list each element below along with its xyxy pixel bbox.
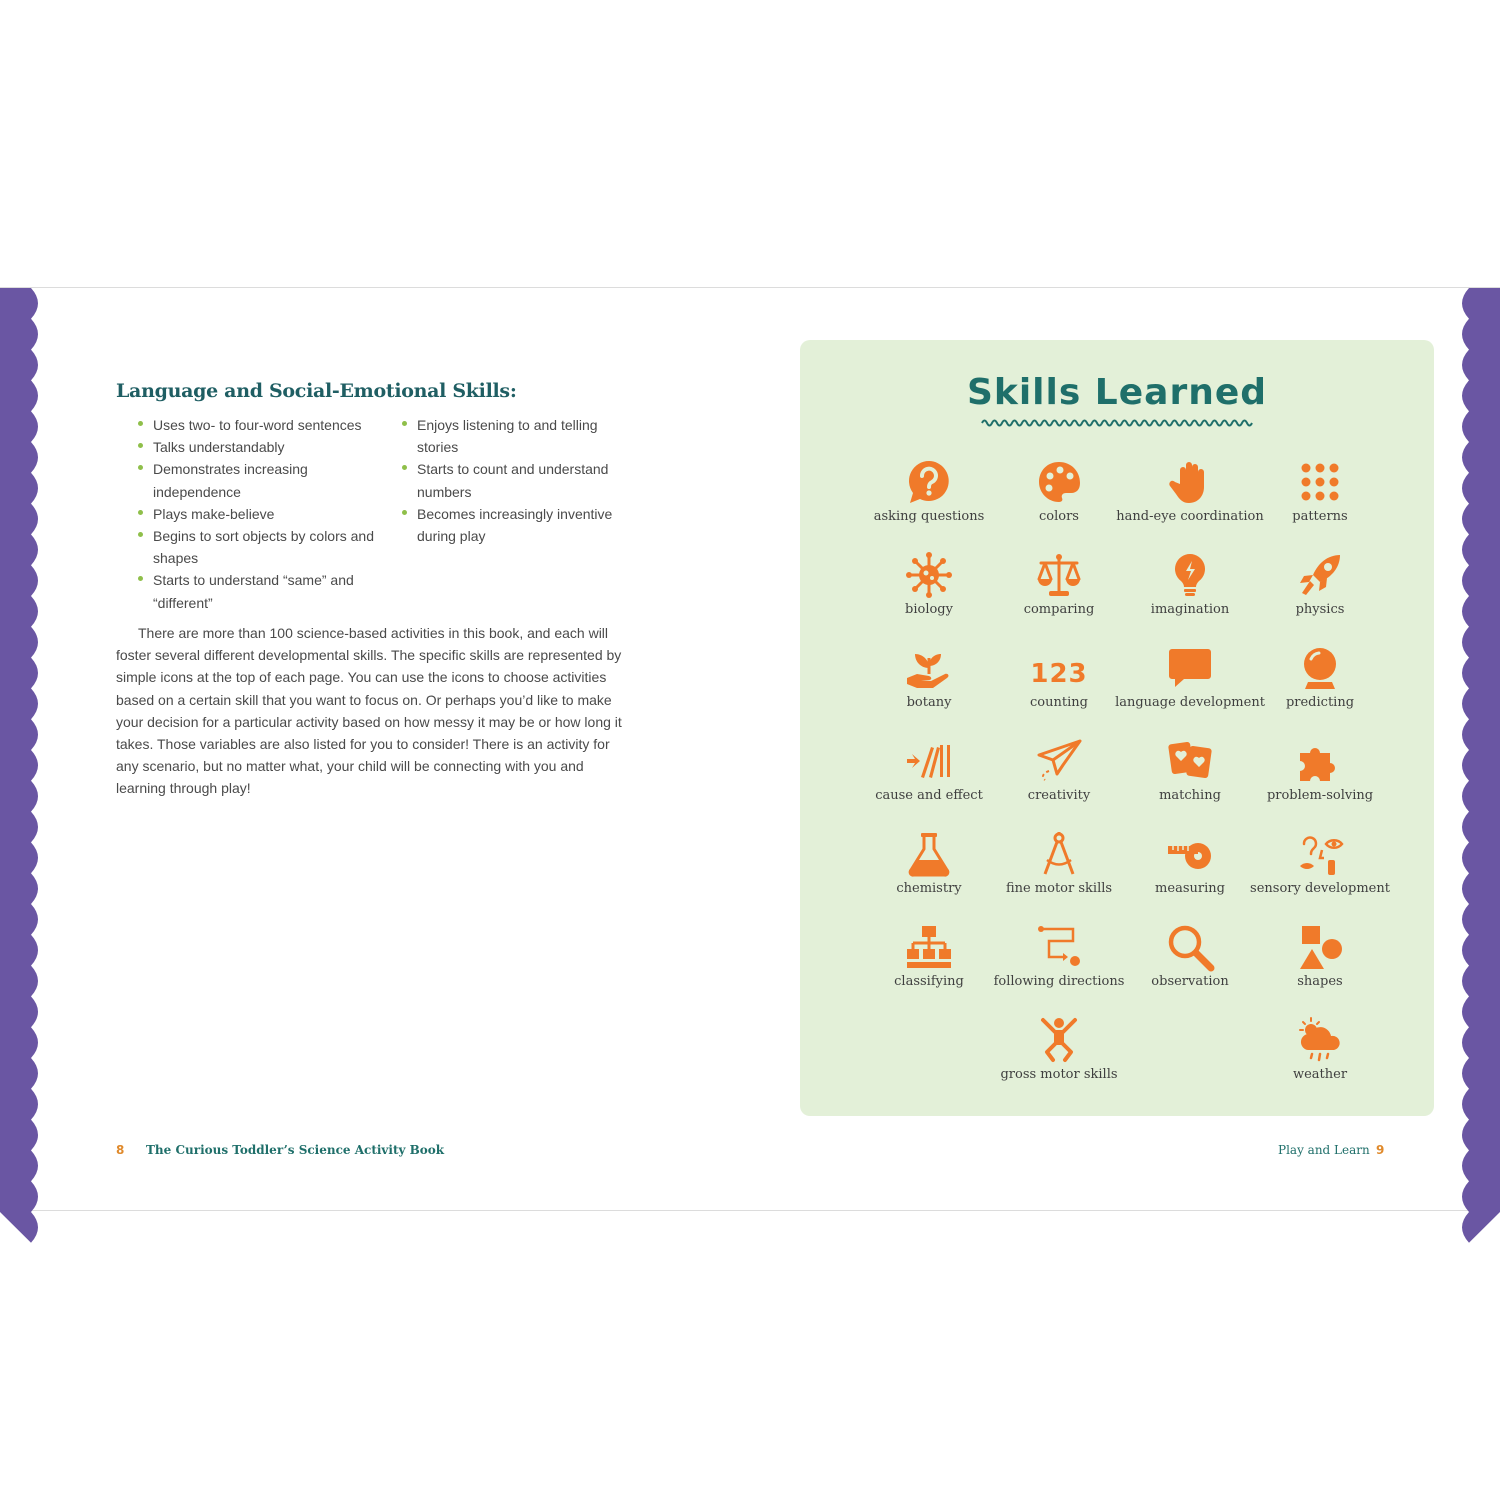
tape-measure-icon	[1166, 830, 1214, 878]
left-page-number: 8	[116, 1143, 125, 1157]
skill-gross-motor-skills	[984, 1016, 1134, 1084]
bullet-item: Uses two- to four-word sentences	[137, 414, 377, 436]
jumping-person-icon	[1035, 1016, 1083, 1064]
skill-label: chemistry	[896, 881, 962, 896]
skill-patterns	[1245, 458, 1395, 526]
magnifier-icon	[1166, 923, 1214, 971]
compass-icon	[1035, 830, 1083, 878]
senses-icon	[1296, 830, 1344, 878]
rocket-icon	[1296, 551, 1344, 599]
scale-icon	[1035, 551, 1083, 599]
bullet-list-col2	[401, 414, 631, 547]
flask-icon	[905, 830, 953, 878]
hand-icon	[1166, 458, 1214, 506]
skill-colors	[984, 458, 1134, 526]
skill-observation	[1115, 923, 1265, 991]
skill-label: predicting	[1285, 695, 1355, 710]
crystal-ball-icon	[1296, 644, 1344, 692]
skill-sensory-development	[1245, 830, 1395, 898]
skill-label: following directions	[993, 974, 1125, 989]
skill-counting	[984, 644, 1134, 712]
left-footer-book-title: The Curious Toddler’s Science Activity Book	[146, 1143, 445, 1157]
skill-label: weather	[1292, 1067, 1348, 1082]
bullet-item: Becomes increasingly inventive during play	[401, 503, 631, 547]
rain-cloud-icon	[1296, 1016, 1344, 1064]
microbe-icon	[905, 551, 953, 599]
question-bubble-icon	[905, 458, 953, 506]
skill-label: colors	[1039, 509, 1079, 524]
bullet-item: Demonstrates increasing independence	[137, 458, 377, 502]
bullet-list-col1	[137, 414, 377, 614]
skill-label: fine motor skills	[1005, 881, 1113, 896]
skill-label: shapes	[1297, 974, 1343, 989]
skill-label: sensory development	[1250, 881, 1390, 896]
skill-chemistry	[854, 830, 1004, 898]
skill-label: patterns	[1292, 509, 1348, 524]
skill-label: problem-solving	[1266, 788, 1374, 803]
paper-plane-icon	[1035, 737, 1083, 785]
heart-cards-icon	[1166, 737, 1214, 785]
section-heading: Language and Social-Emotional Skills:	[116, 380, 517, 402]
bullet-item: Plays make-believe	[137, 503, 377, 525]
hierarchy-icon	[905, 923, 953, 971]
lightbulb-icon	[1166, 551, 1214, 599]
shapes-icon	[1296, 923, 1344, 971]
skill-label: hand-eye coordination	[1116, 509, 1264, 524]
sprout-hand-icon	[905, 644, 953, 692]
skill-shapes	[1245, 923, 1395, 991]
skill-label: matching	[1159, 788, 1221, 803]
book-spread	[0, 287, 1500, 1211]
skill-label: physics	[1295, 602, 1345, 617]
skill-botany	[854, 644, 1004, 712]
skill-matching	[1115, 737, 1265, 805]
skill-physics	[1245, 551, 1395, 619]
skill-label: asking questions	[873, 509, 985, 524]
puzzle-piece-icon	[1296, 737, 1344, 785]
skill-classifying	[854, 923, 1004, 991]
skill-label: comparing	[1023, 602, 1095, 617]
skill-predicting	[1245, 644, 1395, 712]
skill-creativity	[984, 737, 1134, 805]
skill-label: creativity	[1027, 788, 1091, 803]
bullet-item: Starts to understand “same” and “different”	[137, 569, 377, 613]
bullet-item: Talks understandably	[137, 436, 377, 458]
skill-cause-and-effect	[854, 737, 1004, 805]
skill-imagination	[1115, 551, 1265, 619]
right-page-number: 9	[1376, 1143, 1385, 1157]
panel-title: Skills Learned	[966, 372, 1268, 413]
skill-weather	[1245, 1016, 1395, 1084]
wavy-underline	[980, 416, 1254, 430]
skill-problem-solving	[1245, 737, 1395, 805]
skills-learned-panel	[800, 340, 1434, 1116]
skill-asking-questions	[854, 458, 1004, 526]
svg-text:123: 123	[1030, 659, 1088, 689]
speech-bubble-icon	[1166, 644, 1214, 692]
flow-path-icon	[1035, 923, 1083, 971]
right-footer-title: Play and Learn	[1278, 1143, 1370, 1157]
skill-measuring	[1115, 830, 1265, 898]
skill-language-development	[1115, 644, 1265, 712]
skill-label: counting	[1030, 695, 1088, 710]
skill-label: measuring	[1155, 881, 1225, 896]
skill-label: classifying	[894, 974, 964, 989]
skill-label: imagination	[1150, 602, 1230, 617]
dominoes-icon	[905, 737, 953, 785]
numbers-icon	[1030, 644, 1088, 692]
skill-fine-motor-skills	[984, 830, 1134, 898]
skill-label: biology	[905, 602, 953, 617]
skill-hand-eye-coordination	[1115, 458, 1265, 526]
bullet-item: Begins to sort objects by colors and shapes	[137, 525, 377, 569]
bullet-item: Enjoys listening to and telling stories	[401, 414, 631, 458]
skill-comparing	[984, 551, 1134, 619]
intro-paragraph: There are more than 100 science-based activities in this book, and each will foster several different developmental skills. The specific skills are represented by simple icons at the top of each page. You can use the icons to choose activities based on a certain skill that you want to focus on. Or perhaps you’d like to make your decision for a particular activity based on how messy it may be or how long it takes. Those variables are also listed for you to consider! There is an activity for any scenario, but no matter what, your child will be connecting with you and learning through play!	[116, 625, 622, 797]
skill-label: observation	[1151, 974, 1229, 989]
skill-label: language development	[1115, 695, 1265, 710]
skill-biology	[854, 551, 1004, 619]
skill-following-directions	[984, 923, 1134, 991]
skill-label: botany	[906, 695, 952, 710]
skill-label: gross motor skills	[1000, 1067, 1118, 1082]
right-wavy-border	[1456, 288, 1500, 1212]
skill-label: cause and effect	[875, 788, 983, 803]
dot-grid-icon	[1296, 458, 1344, 506]
left-wavy-border	[0, 288, 44, 1212]
bullet-item: Starts to count and understand numbers	[401, 458, 631, 502]
palette-icon	[1035, 458, 1083, 506]
